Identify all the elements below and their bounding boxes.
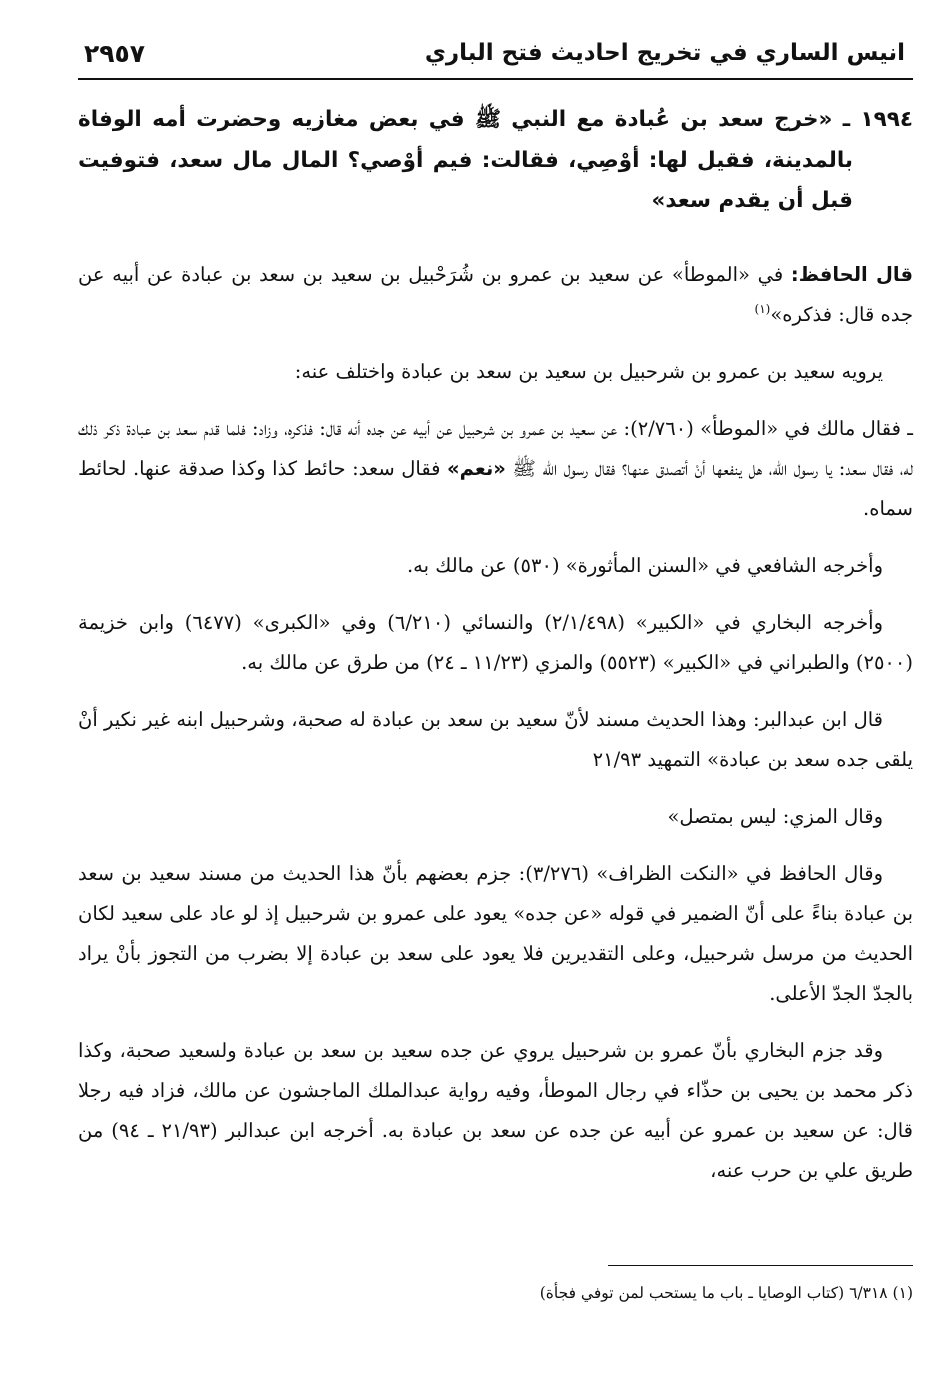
paragraph-malik <box>78 409 913 529</box>
paragraph-shafii: وأخرجه الشافعي في «السنن المأثورة» (٥٣٠) عن مالك به. <box>406 554 883 577</box>
page-header <box>78 28 913 80</box>
paragraph-ibn-abdilbarr: قال ابن عبدالبر: وهذا الحديث مسند لأنّ سعيد بن سعد بن عبادة له صحبة، وشرحبيل ابنه غير نكير أنْ يلقى جده سعد بن عبادة» التمهيد ٢١/٩٣ <box>78 708 913 771</box>
book-page <box>78 28 913 1302</box>
footnote-separator <box>608 1265 913 1266</box>
paragraph-bukhari-kabir: وأخرجه البخاري في «الكبير» (٢/١/٤٩٨) والنسائي (٦/٢١٠) وفي «الكبرى» (٦٤٧٧) وابن خزيمة (٢٥٠٠) والطبراني في «الكبير» (٥٥٢٣) والمزي (١١/٢٣ ـ ٢٤) من طرق عن مالك به. <box>78 611 913 674</box>
emphasis-text: «نعم» <box>447 457 506 480</box>
footnote-ref: (١) <box>754 302 771 316</box>
paragraph-mizzi: وقال المزي: ليس بمتصل» <box>667 805 883 828</box>
paragraph-bukhari-jazm: وقد جزم البخاري بأنّ عمرو بن شرحبيل يروي عن جده سعيد بن سعد بن عبادة ولسعيد صحبة، وكذا ذكر محمد بن يحيى بن حذّاء في رجال الموطأ، وفيه رواية عبدالملك الماجشون عن مالك، فزاد فيه رجلا قال: عن سعيد بن عمرو عن أبيه عن جده عن سعد بن عبادة به. أخرجه ابن عبدالبر (٢١/٩٣ ـ ٩٤) من طريق علي بن حرب عنه، <box>78 1039 913 1182</box>
paragraph-text: في «الموطأ» عن سعيد بن عمرو بن شُرَحْبيل بن سعيد بن سعد بن عبادة عن أبيه عن جده قال: فذكره» <box>78 263 913 326</box>
paragraph-label: قال الحافظ: <box>790 263 913 286</box>
running-title: انيس الساري في تخريج احاديث فتح الباري <box>424 40 905 66</box>
paragraph-narration: يرويه سعيد بن عمرو بن شرحبيل بن سعيد بن سعد بن عبادة واختلف عنه: <box>294 360 883 383</box>
paragraph-hafiz <box>78 255 913 335</box>
paragraph-text: فقال سعد: حائط كذا وكذا صدقة عنها. لحائط سماه. <box>78 457 913 520</box>
paragraph-text: ـ فقال مالك في «الموطأ» (٢/٧٦٠): عن سعيد بن عمرو بن شرحبيل عن أبيه عن جده أنه قال: فذكره، وزاد: فلما قدم سعد بن عبادة ذكر ذلك له، فقال سعد: يا رسول الله، هل ينفعها أنْ أتصدق عنها؟ فقال رسول الله ﷺ <box>78 417 913 480</box>
hadith-text: ١٩٩٤ ـ «خرج سعد بن عُبادة مع النبي ﷺ في بعض مغازيه وحضرت أمه الوفاة بالمدينة، فقيل لها: أوْصِي، فقالت: فيم أوْصي؟ المال مال سعد، فتوفيت قبل أن يقدم سعد» <box>78 107 913 213</box>
footnote: (١) ٦/٣١٨ (كتاب الوصايا ـ باب ما يستحب لمن توفي فجأة) <box>539 1284 913 1302</box>
paragraph-nukat: وقال الحافظ في «النكت الظراف» (٣/٢٧٦): جزم بعضهم بأنّ هذا الحديث من مسند سعيد بن سعد بن عبادة بناءً على أنّ الضمير في قوله «عن جده» يعود على عمرو بن شرحبيل إذ لو عاد على سعيد لكان الحديث من مرسل شرحبيل، وعلى التقديرين فلا يعود على سعد بن عبادة إلا بضرب من التجوز بأنْ يراد بالجدّ الجدّ الأعلى. <box>78 862 913 1005</box>
page-number: ٢٩٥٧ <box>84 38 146 68</box>
